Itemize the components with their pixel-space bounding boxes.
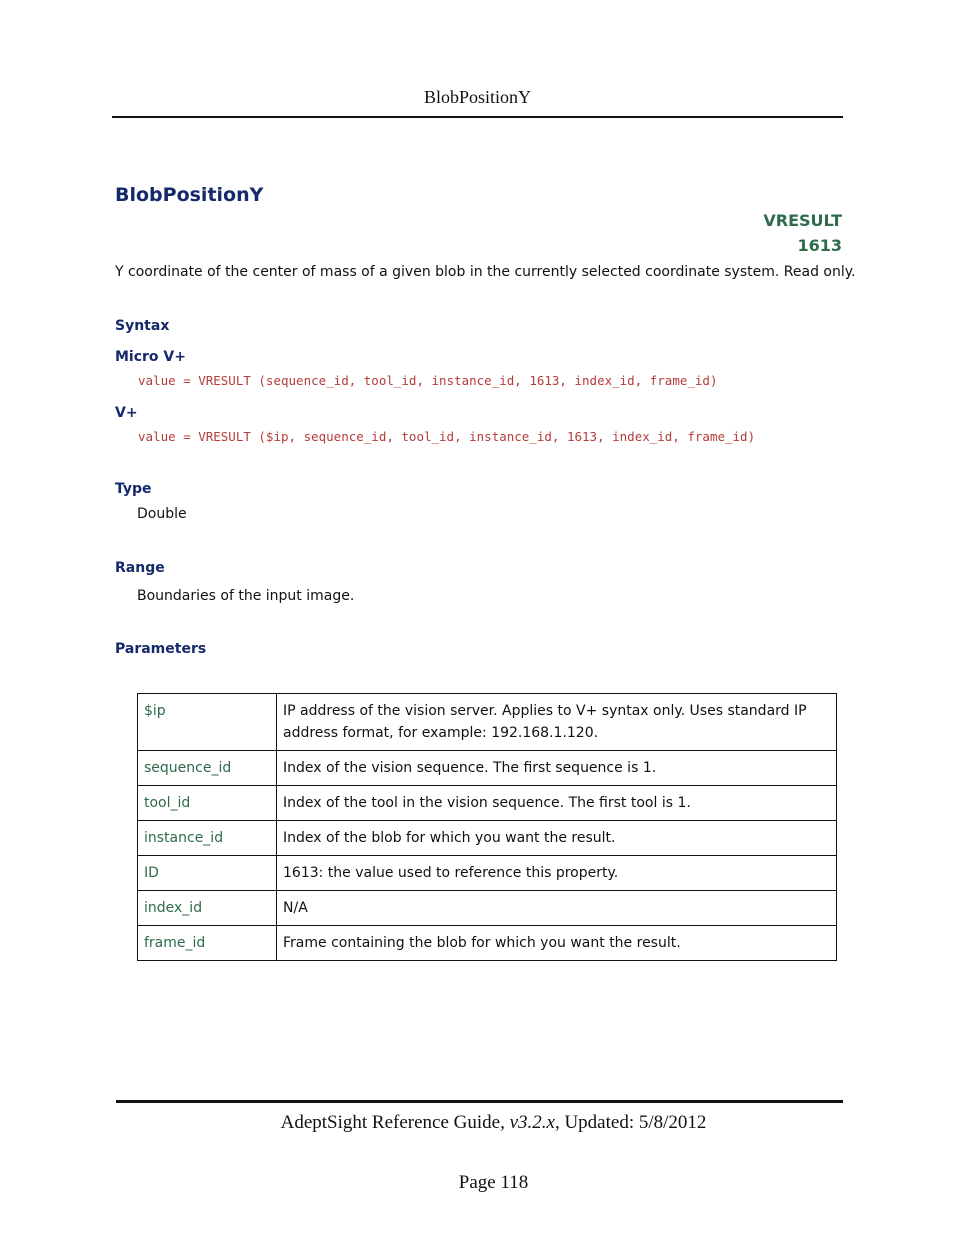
footer-version: , v3.2.x (500, 1112, 555, 1133)
footer-updated: , Updated: 5/8/2012 (554, 1112, 707, 1133)
vresult-code: 1613 (797, 236, 842, 255)
param-description: Index of the tool in the vision sequence. The first tool is 1. (277, 786, 837, 821)
header-divider (112, 116, 843, 118)
param-name: frame_id (138, 926, 277, 961)
footer-divider (116, 1100, 843, 1103)
param-description: 1613: the value used to reference this property. (277, 856, 837, 891)
range-value: Boundaries of the input image. (137, 588, 355, 604)
param-name: $ip (138, 694, 277, 751)
table-row (138, 694, 837, 751)
range-heading: Range (115, 560, 165, 576)
v-plus-code: value = VRESULT ($ip, sequence_id, tool_id, instance_id, 1613, index_id, frame_id) (138, 429, 756, 444)
property-description: Y coordinate of the center of mass of a given blob in the currently selected coordinate system. Read only. (115, 264, 856, 280)
table-row (138, 821, 837, 856)
micro-v-heading: Micro V+ (115, 349, 186, 365)
param-description: Frame containing the blob for which you want the result. (277, 926, 837, 961)
parameters-table (137, 693, 837, 961)
table-row (138, 786, 837, 821)
footer-guide-title: AdeptSight Reference Guide (280, 1112, 501, 1133)
type-heading: Type (115, 481, 152, 497)
param-name: tool_id (138, 786, 277, 821)
param-name: instance_id (138, 821, 277, 856)
param-description: Index of the blob for which you want the result. (277, 821, 837, 856)
param-name: sequence_id (138, 751, 277, 786)
type-value: Double (137, 506, 187, 522)
param-description: Index of the vision sequence. The first sequence is 1. (277, 751, 837, 786)
vresult-block (763, 208, 842, 258)
param-description: IP address of the vision server. Applies to V+ syntax only. Uses standard IP address format, for example: 192.168.1.120. (277, 694, 837, 751)
v-plus-heading: V+ (115, 405, 138, 421)
running-header: BlobPositionY (423, 87, 532, 107)
param-name: index_id (138, 891, 277, 926)
page-number: Page 118 (458, 1172, 529, 1193)
page-title: BlobPositionY (115, 184, 264, 206)
param-name: ID (138, 856, 277, 891)
table-row (138, 751, 837, 786)
syntax-heading: Syntax (115, 318, 170, 334)
param-description: N/A (277, 891, 837, 926)
table-row (138, 926, 837, 961)
parameters-heading: Parameters (115, 641, 207, 657)
vresult-label: VRESULT (763, 211, 842, 230)
footer-guide-line (116, 1112, 871, 1134)
table-row (138, 856, 837, 891)
micro-v-code: value = VRESULT (sequence_id, tool_id, instance_id, 1613, index_id, frame_id) (138, 373, 718, 388)
table-row (138, 891, 837, 926)
